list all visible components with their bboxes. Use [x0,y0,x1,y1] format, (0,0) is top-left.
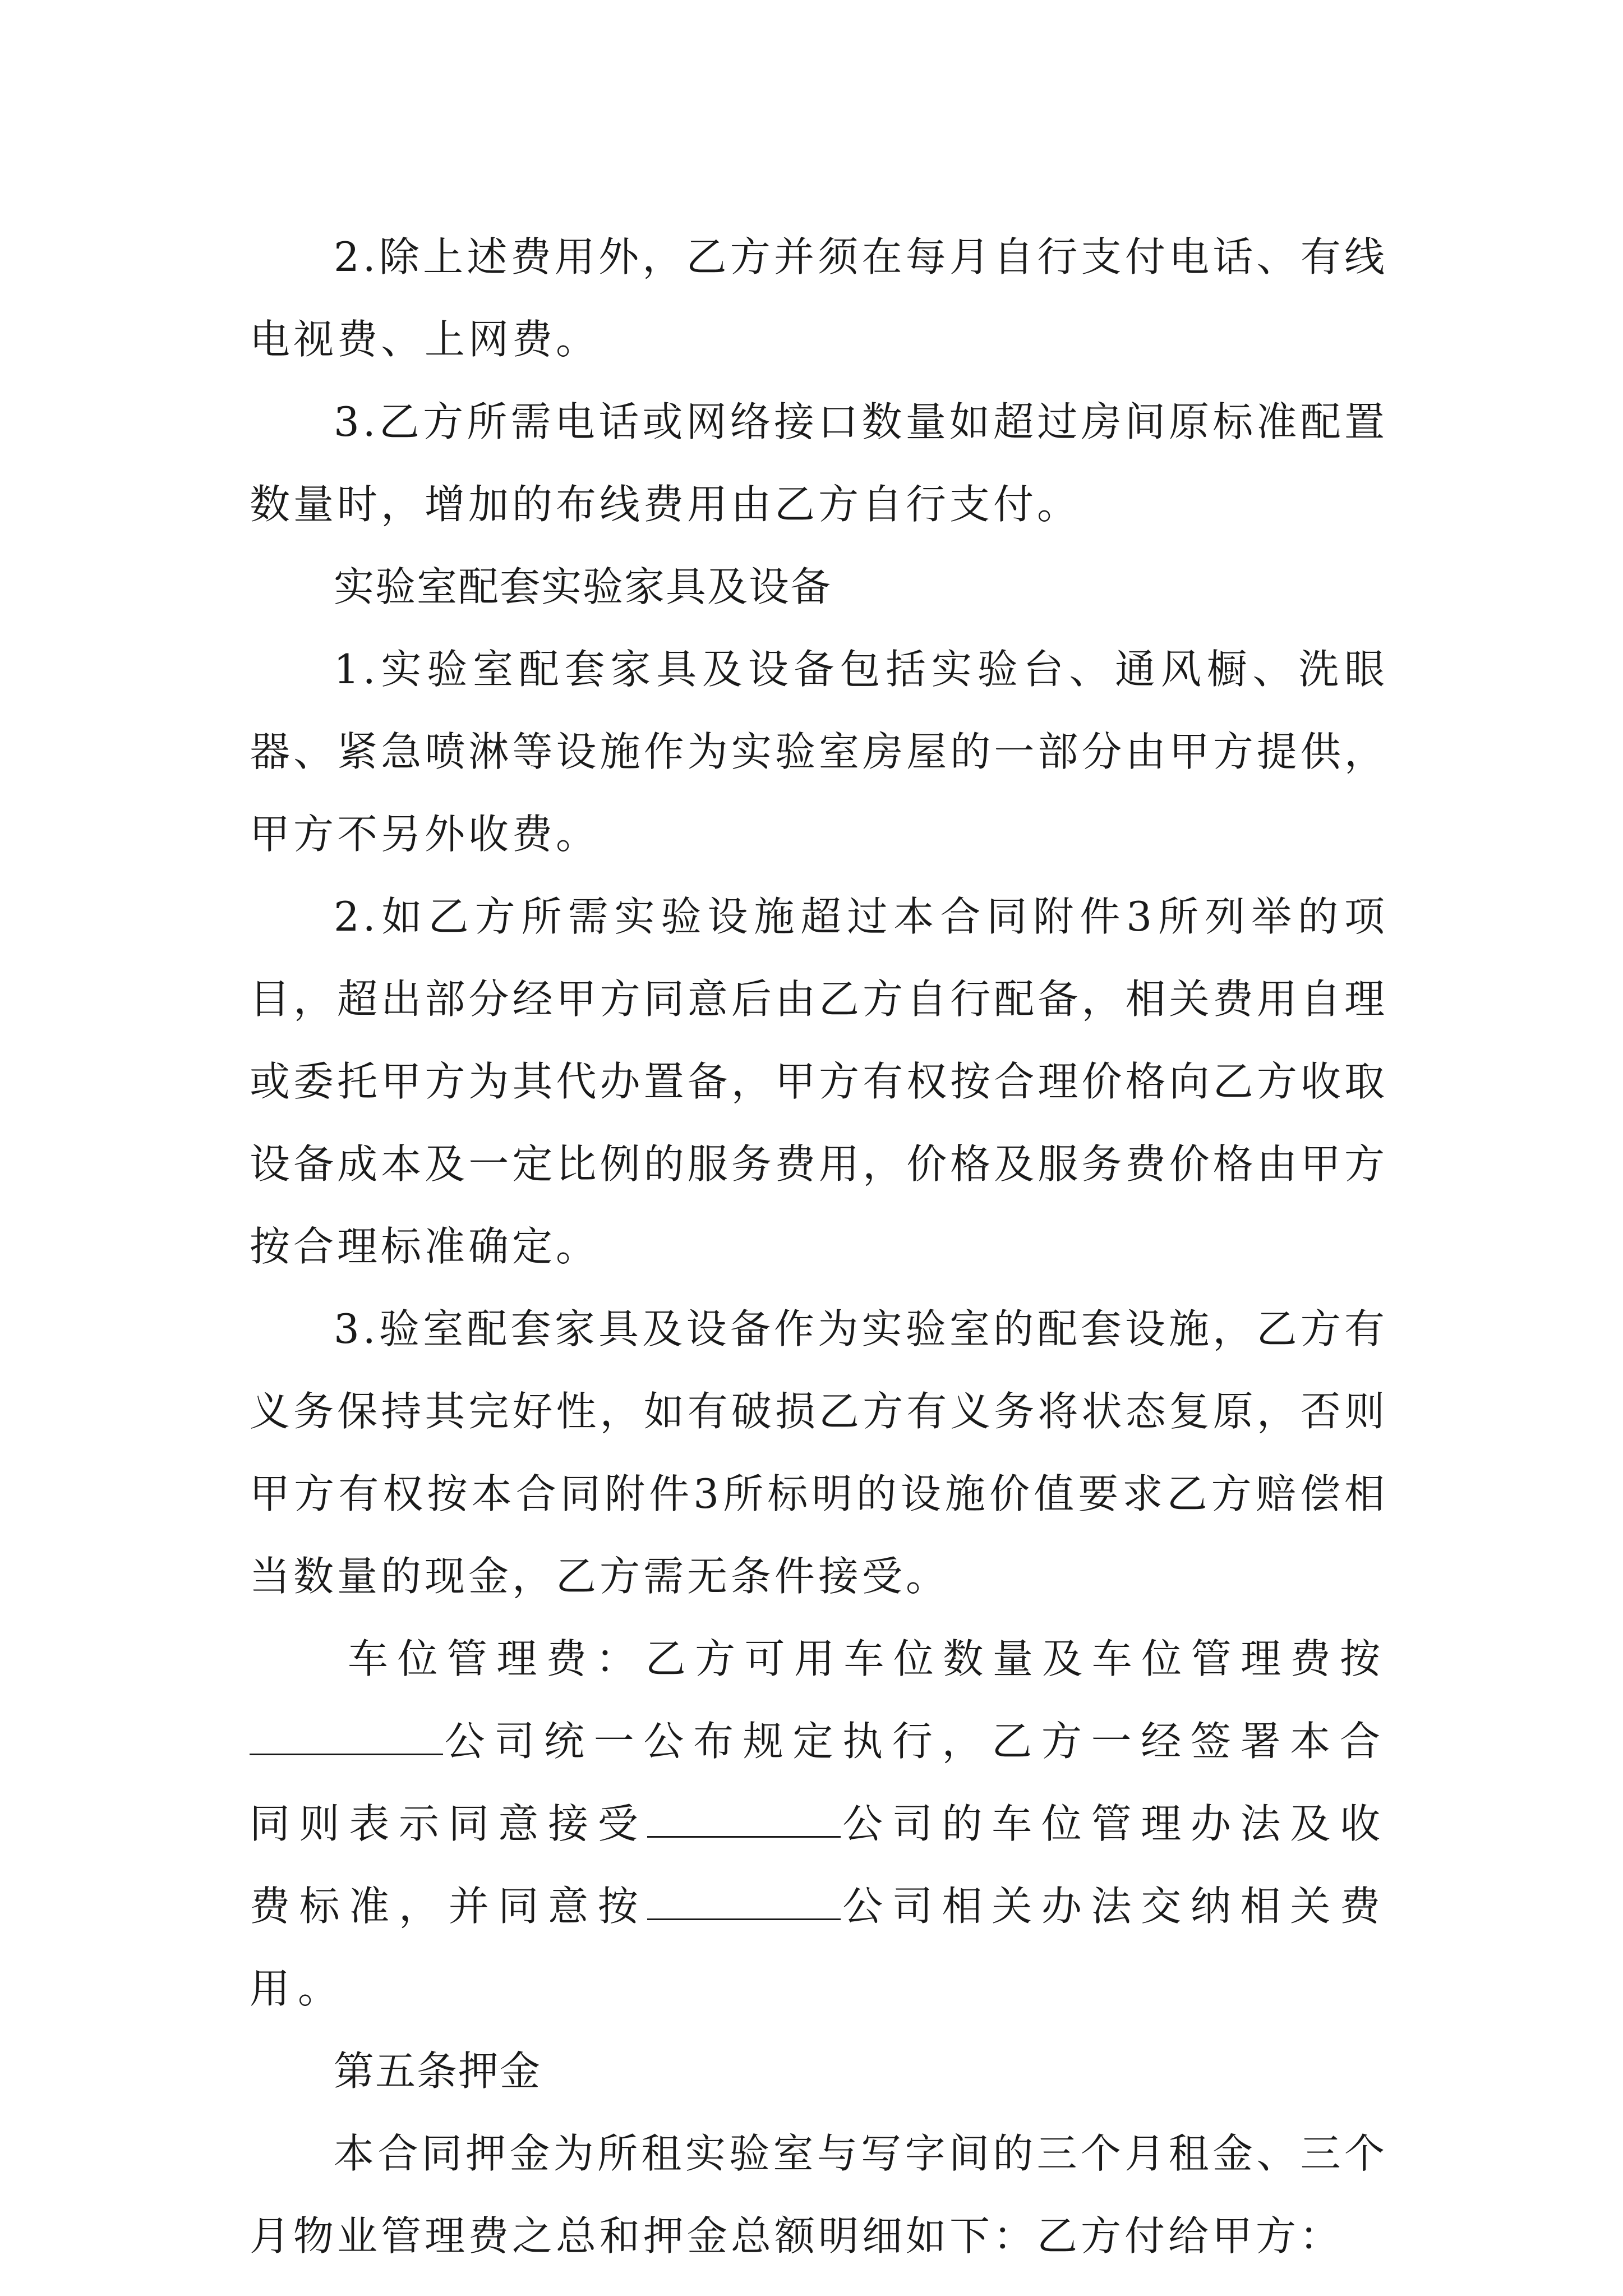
paragraph-wiring-fees: 3.乙方所需电话或网络接口数量如超过房间原标准配置数量时，增加的布线费用由乙方自行支付。 [250,398,1388,528]
parking-fee-text-2: 公司统一公布规定执行，乙方一经签署本合同则表示同意接受 [250,1718,1388,1847]
paragraph-extra-fees: 2.除上述费用外，乙方并须在每月自行支付电话、有线电视费、上网费。 [250,233,1388,363]
paragraph-lab-furniture-provided: 1.实验室配套家具及设备包括实验台、通风橱、洗眼器、紧急喷淋等设施作为实验室房屋的一部分由甲方提供，甲方不另外收费。 [250,646,1388,858]
parking-fee-text-1: 车位管理费：乙方可用车位数量及车位管理费按 [348,1635,1388,1682]
paragraph-deposit-details: 本合同押金为所租实验室与写字间的三个月租金、三个月物业管理费之总和押金总额明细如下：乙方付给甲方： [250,2130,1388,2260]
paragraph-facility-maintenance: 3.验室配套家具及设备作为实验室的配套设施，乙方有义务保持其完好性，如有破损乙方有义务将状态复原，否则甲方有权按本合同附件3所标明的设施价值要求乙方赔偿相当数量的现金，乙方需无条件接受。 [250,1305,1388,1600]
document-body [250,216,1388,2277]
paragraph-extra-lab-facilities: 2.如乙方所需实验设施超过本合同附件3所列举的项目，超出部分经甲方同意后由乙方自行配备，相关费用自理或委托甲方为其代办置备，甲方有权按合理价格向乙方收取设备成本及一定比例的服务费用，价格及服务费价格由甲方按合理标准确定。 [250,893,1388,1270]
article-heading-deposit: 第五条押金 [334,2047,542,2095]
company-name-blank-2 [647,1802,841,1838]
section-heading-lab-furniture: 实验室配套实验家具及设备 [334,563,832,610]
parking-fee-text-3: 公司的车位管理办法及收费标准，并同意按 [250,1800,1388,1930]
paragraph-parking-fee [250,1618,1388,2030]
parking-fee-text-4: 公司相关办法交纳相关费用。 [250,1883,1388,2012]
company-name-blank-3 [647,1885,841,1920]
company-name-blank-1 [250,1720,443,1755]
